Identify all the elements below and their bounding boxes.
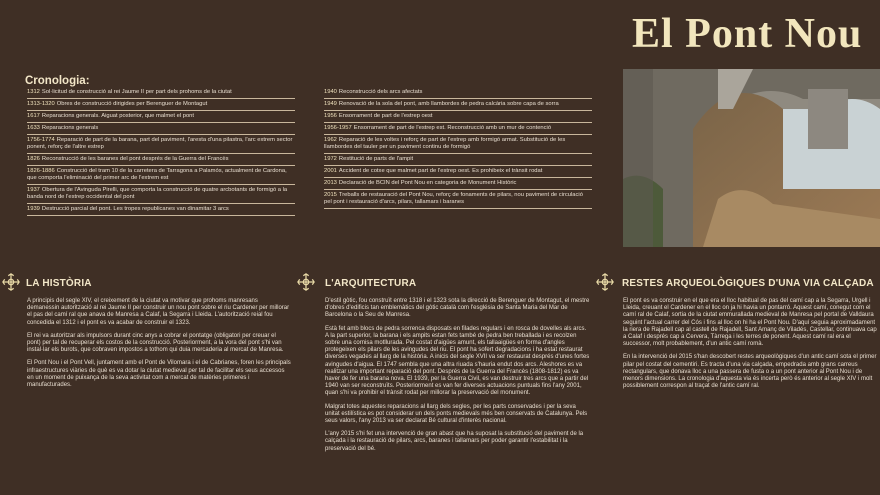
- chronology-entry: [324, 124, 592, 135]
- chronology-entry: [27, 136, 295, 154]
- chronology-year: 1940: [324, 89, 337, 95]
- chronology-text: Declaració de BCIN del Pont Nou en categoria de Monument Històric: [338, 180, 517, 186]
- chronology-text: Treballs de restauració del Pont Nou, reforç de fonaments de pilars, nou paviment de circulació pel pont i restauració d'arcs, pilars, tallamars i baranes: [324, 192, 583, 205]
- history-paragraph: El rei va autoritzar als impulsors durant cinc anys a cobrar el pontatge (obligatori per creuar el pont) per tal de recuperar els costos de la construcció. Posteriorment, a la vora del pont s'hi van instal·lar els burots, que cobraven impostos a tothom qui duia mercaderia al mercat de Manresa.: [27, 332, 284, 354]
- chronology-text: Sol·licitud de construcció al rei Jaume II per part dels prohoms de la ciutat: [41, 89, 232, 95]
- chronology-year: 1826-1886: [27, 168, 55, 174]
- chronology-text: Obertura de l'Avinguda Pirelli, que comporta la construcció de quatre arcbotants de formigó a la banda nord de l'estrep occidental del pont: [27, 187, 288, 200]
- chronology-year: 1962: [324, 137, 337, 143]
- chronology-year: 1617: [27, 113, 40, 119]
- architecture-paragraph: Està fet amb blocs de pedra sorrenca disposats en filades regulars i en rosca de dovelles als arcs. A la part superior, la barana i els ampits estan fets també de pedra ben treballada i es recolzen sobre una cornisa motllurada. Pel costat d'aigües amunt, els tallaaigües en forma d'angles protegeixen els pilars de les avingudes del riu. El pont ha sofert degradacions i ha estat restaurat diverses vegades al llarg de la història. A inicis del segle XVII va ser restaurat després d'unes fortes avingudes d'aigua. El 1747 sembla que una altra riuada s'hauria endut dos arcs. Aleshores es va realitzar una important reparació del pont. Després de la Guerra del Francès (1808-1812) es va haver de fer una barana nova. El 1939, per la Guerra Civil, es van destruir tres arcs que a partir del 1940 van ser reconstruïts. Posteriorment es van fer diverses actuacions puntuals fins l'any 2001, quan s'hi va prohibir el trànsit rodat per millorar la preservació del monument.: [325, 325, 590, 397]
- cross-emblem-icon: [297, 273, 315, 291]
- cross-emblem-icon: [596, 273, 614, 291]
- history-text: [27, 298, 291, 395]
- chronology-text: Reconstrucció dels arcs afectats: [338, 89, 423, 95]
- history-paragraph: A principis del segle XIV, el creixement de la ciutat va motivar que prohoms manresans demanessin autorització al rei Jaume II per construir un nou pont sobre el riu Cardener per millorar el pas del camí ral que anava de Manresa a Calaf, la Segarra i Lleida. L'autorització reial fou concedida el 1312 i el pont es va acabar de construir el 1323.: [27, 298, 290, 326]
- chronology-year: 1633: [27, 125, 40, 131]
- architecture-heading: L'ARQUITECTURA: [325, 278, 417, 289]
- chronology-year: 1939: [27, 206, 40, 212]
- archaeology-paragraph: El pont es va construir en el que era el lloc habitual de pas del camí cap a la Segarra, Urgell i Lleida, creuant el Cardener en el lloc on ja hi havia un pontarró. Aquest camí, conegut com el camí ral de Calaf, sortia de la ciutat emmurallada medieval de Manresa pel portal de Valldaura seguint l'actual carrer del Cós i fins al lloc on hi ha el Pont Nou. D'aquí seguia aproximadament la riera de Rajadell cap al castell de Rajadell, Sant Amanç de Viladés, Castellar, continuava cap a Calaf i després cap a Cervera, Tàrrega i les terres de ponent. Aquest camí ral era el successor, molt probablement, d'un antic camí romà.: [623, 298, 877, 348]
- chronology-entry: [324, 112, 592, 123]
- chronology-entry: [27, 167, 295, 185]
- chronology-entry: [27, 100, 295, 111]
- bridge-photo: [623, 69, 880, 247]
- chronology-year: 2001: [324, 168, 337, 174]
- chronology-entry: [27, 155, 295, 166]
- chronology-right-column: [324, 88, 592, 210]
- architecture-paragraph: Malgrat totes aquestes reparacions al llarg dels segles, per les parts conservades i per la seva unitat estilística es pot considerar un dels ponts medievals més ben conservats de Catalunya. Pels seus valors, l'any 2013 va ser declarat Bé cultural d'interès nacional.: [325, 403, 588, 425]
- chronology-heading: Cronologia:: [25, 75, 90, 87]
- chronology-year: 1312: [27, 89, 40, 95]
- architecture-paragraph: L'any 2015 s'hi fet una intervenció de gran abast que ha suposat la substitució del paviment de la calçada i la restauració de pilars, arcs, baranes i tallamars per poder garantir l'estabilitat i la preservació del bé.: [325, 431, 584, 452]
- archaeology-heading: RESTES ARQUEOLÒGIQUES D'UNA VIA CALÇADA: [622, 278, 874, 289]
- architecture-text: [325, 298, 591, 459]
- chronology-entry: [324, 191, 592, 209]
- chronology-entry: [324, 100, 592, 111]
- chronology-text: Accident de cotxe que malmet part de l'estrep oest. Es prohibeix el trànsit rodat: [338, 168, 543, 174]
- chronology-year: 2013: [324, 180, 337, 186]
- chronology-entry: [27, 112, 295, 123]
- archaeology-paragraph: En la intervenció del 2015 s'han descobert restes arqueològiques d'un antic camí sota el primer pilar pel costat del cementiri. Es tracta d'una via calçada, empedrada amb grans carreus rectangulars, que donava lloc a una passera de fusta o a un pont anterior al Pont Nou i de menors dimensions. La cronologia d'aquesta via és incerta però és anterior al segle XIV i molt possiblement correspon al traçat de l'antic camí ral.: [623, 354, 877, 390]
- chronology-text: Obres de construcció dirigides per Berenguer de Montagut: [56, 101, 208, 107]
- chronology-entry: [324, 88, 592, 99]
- chronology-text: Renovació de la sola del pont, amb llambordes de pedra calcària sobre capa de sorra: [338, 101, 559, 107]
- chronology-text: Reparacions generals: [41, 125, 99, 131]
- chronology-text: Reparacions generals. Aiguat posterior, que malmet el pont: [41, 113, 195, 119]
- chronology-year: 1826: [27, 156, 40, 162]
- chronology-entry: [324, 155, 592, 166]
- page-title: El Pont Nou: [632, 11, 863, 57]
- cross-emblem-icon: [2, 273, 20, 291]
- chronology-year: 1756-1774: [27, 137, 55, 143]
- chronology-year: 1956-1957: [324, 125, 352, 131]
- chronology-text: Reconstrucció de les baranes del pont després de la Guerra del Francès: [41, 156, 229, 162]
- history-heading: LA HISTÒRIA: [26, 278, 92, 289]
- chronology-text: Destrucció parcial del pont. Les tropes republicanes van dinamitar 3 arcs: [41, 206, 229, 212]
- chronology-entry: [324, 136, 592, 154]
- chronology-text: Construcció del tram 10 de la carretera de Tarragona a Palamós, actualment de Cardona, que comporta l'eliminació del primer arc de l'extrem est: [27, 168, 287, 181]
- chronology-year: 1937: [27, 187, 40, 193]
- chronology-text: Ensorrament de part de l'estrep est. Reconstrucció amb un mur de contenció: [353, 125, 552, 131]
- chronology-entry: [324, 167, 592, 178]
- chronology-entry: [27, 205, 295, 216]
- chronology-year: 1972: [324, 156, 337, 162]
- history-paragraph: El Pont Nou i el Pont Vell, juntament amb el Pont de Vilomara i el de Cabrianes, foren les principals infraestructures viàries de què es va dotar la ciutat medieval per tal de facilitar els seus accessos en un moment de puixança de la seva activitat com a mercat de matèries primeres i manufacturades.: [27, 360, 291, 389]
- architecture-paragraph: D'estil gòtic, fou construït entre 1318 i el 1323 sota la direcció de Berenguer de Montagut, el mestre d'obres d'edificis tan emblemàtics del gòtic català com l'església de Santa Maria del Mar de Barcelona o la Seu de Manresa.: [325, 298, 590, 319]
- bridge-arch-image: [623, 69, 880, 247]
- chronology-year: 2015: [324, 192, 337, 198]
- chronology-text: Reparació de les voltes i reforç de part de l'estrep amb formigó armat. Substitució de les llambordes del tauler per un paviment continu de formigó: [324, 137, 566, 150]
- chronology-text: Restitució de parts de l'ampit: [338, 156, 414, 162]
- archaeology-text: [623, 298, 880, 396]
- chronology-year: 1956: [324, 113, 337, 119]
- chronology-left-column: [27, 88, 295, 217]
- chronology-entry: [27, 124, 295, 135]
- chronology-entry: [27, 88, 295, 99]
- chronology-entry: [27, 186, 295, 204]
- chronology-year: 1949: [324, 101, 337, 107]
- chronology-text: Ensorrament de part de l'estrep oest: [338, 113, 433, 119]
- chronology-year: 1313-1320: [27, 101, 55, 107]
- chronology-entry: [324, 179, 592, 190]
- chronology-text: Reparació de part de la barana, part del paviment, l'aresta d'una pilastra, l'arc extrem sector ponent, reforç de l'altre estrep: [27, 137, 293, 150]
